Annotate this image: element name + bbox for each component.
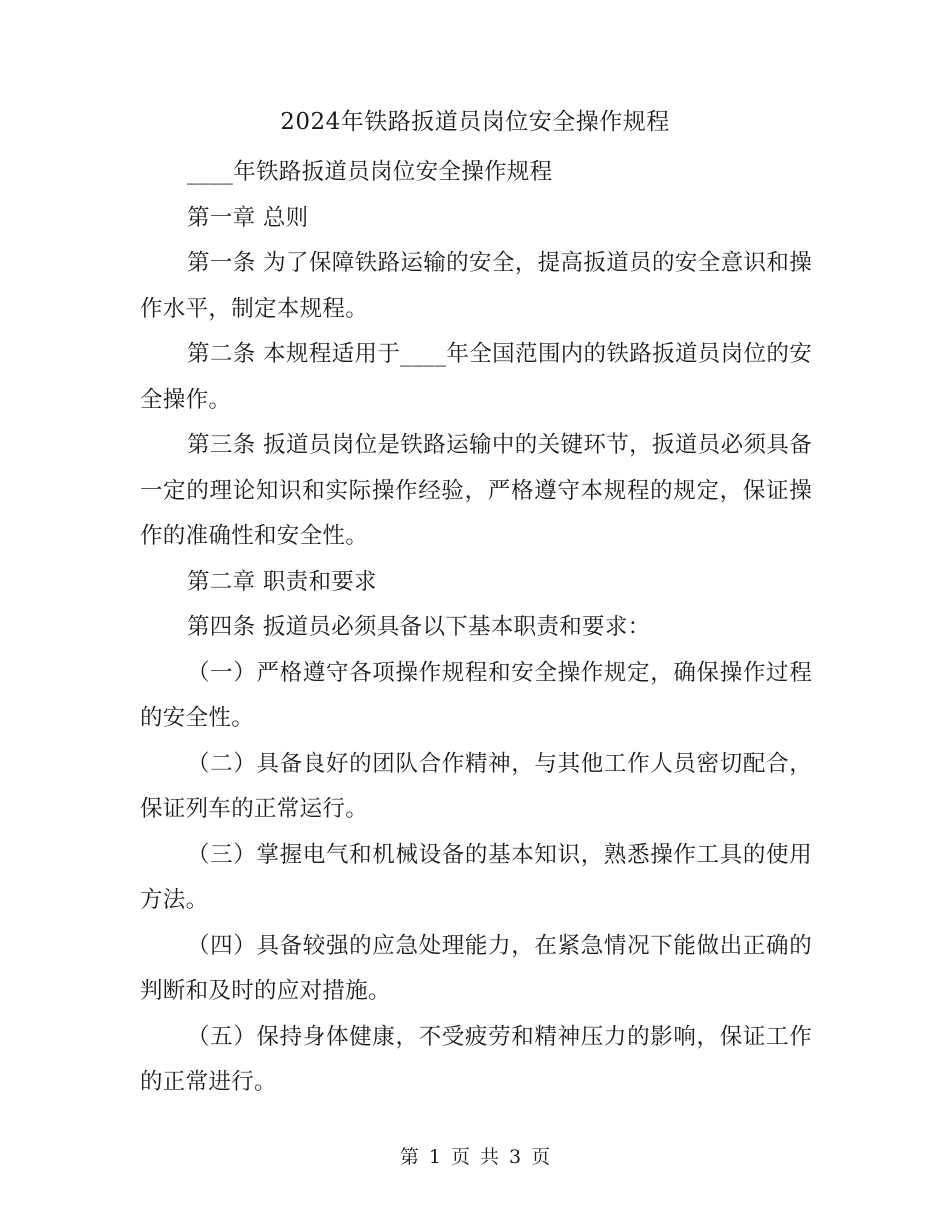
paragraph-article-2: 第二条 本规程适用于____年全国范围内的铁路扳道员岗位的安全操作。 (140, 341, 812, 413)
paragraph-subtitle: ____年铁路扳道员岗位安全操作规程 (187, 159, 553, 185)
paragraph-item-4: （四）具备较强的应急处理能力，在紧急情况下能做出正确的判断和及时的应对措施。 (140, 932, 812, 1004)
page-footer: 第 1 页 共 3 页 (399, 1146, 551, 1168)
paragraph-item-3: （三）掌握电气和机械设备的基本知识，熟悉操作工具的使用方法。 (140, 841, 812, 913)
document-body (140, 150, 812, 1106)
paragraph-article-1: 第一条 为了保障铁路运输的安全，提高扳道员的安全意识和操作水平，制定本规程。 (140, 250, 812, 322)
paragraph-item-2: （二）具备良好的团队合作精神，与其他工作人员密切配合，保证列车的正常运行。 (140, 750, 812, 822)
paragraph-chapter-2: 第二章 职责和要求 (187, 568, 377, 595)
paragraph-item-1: （一）严格遵守各项操作规程和安全操作规定，确保操作过程的安全性。 (140, 659, 812, 731)
paragraph-article-3: 第三条 扳道员岗位是铁路运输中的关键环节，扳道员必须具备一定的理论知识和实际操作经验，严格遵守本规程的规定，保证操作的准确性和安全性。 (140, 432, 812, 549)
paragraph-chapter-1: 第一章 总则 (187, 204, 309, 231)
paragraph-item-5: （五）保持身体健康，不受疲劳和精神压力的影响，保证工作的正常进行。 (140, 1023, 812, 1095)
document-title: 2024年铁路扳道员岗位安全操作规程 (280, 109, 670, 135)
paragraph-article-4: 第四条 扳道员必须具备以下基本职责和要求： (187, 614, 651, 640)
